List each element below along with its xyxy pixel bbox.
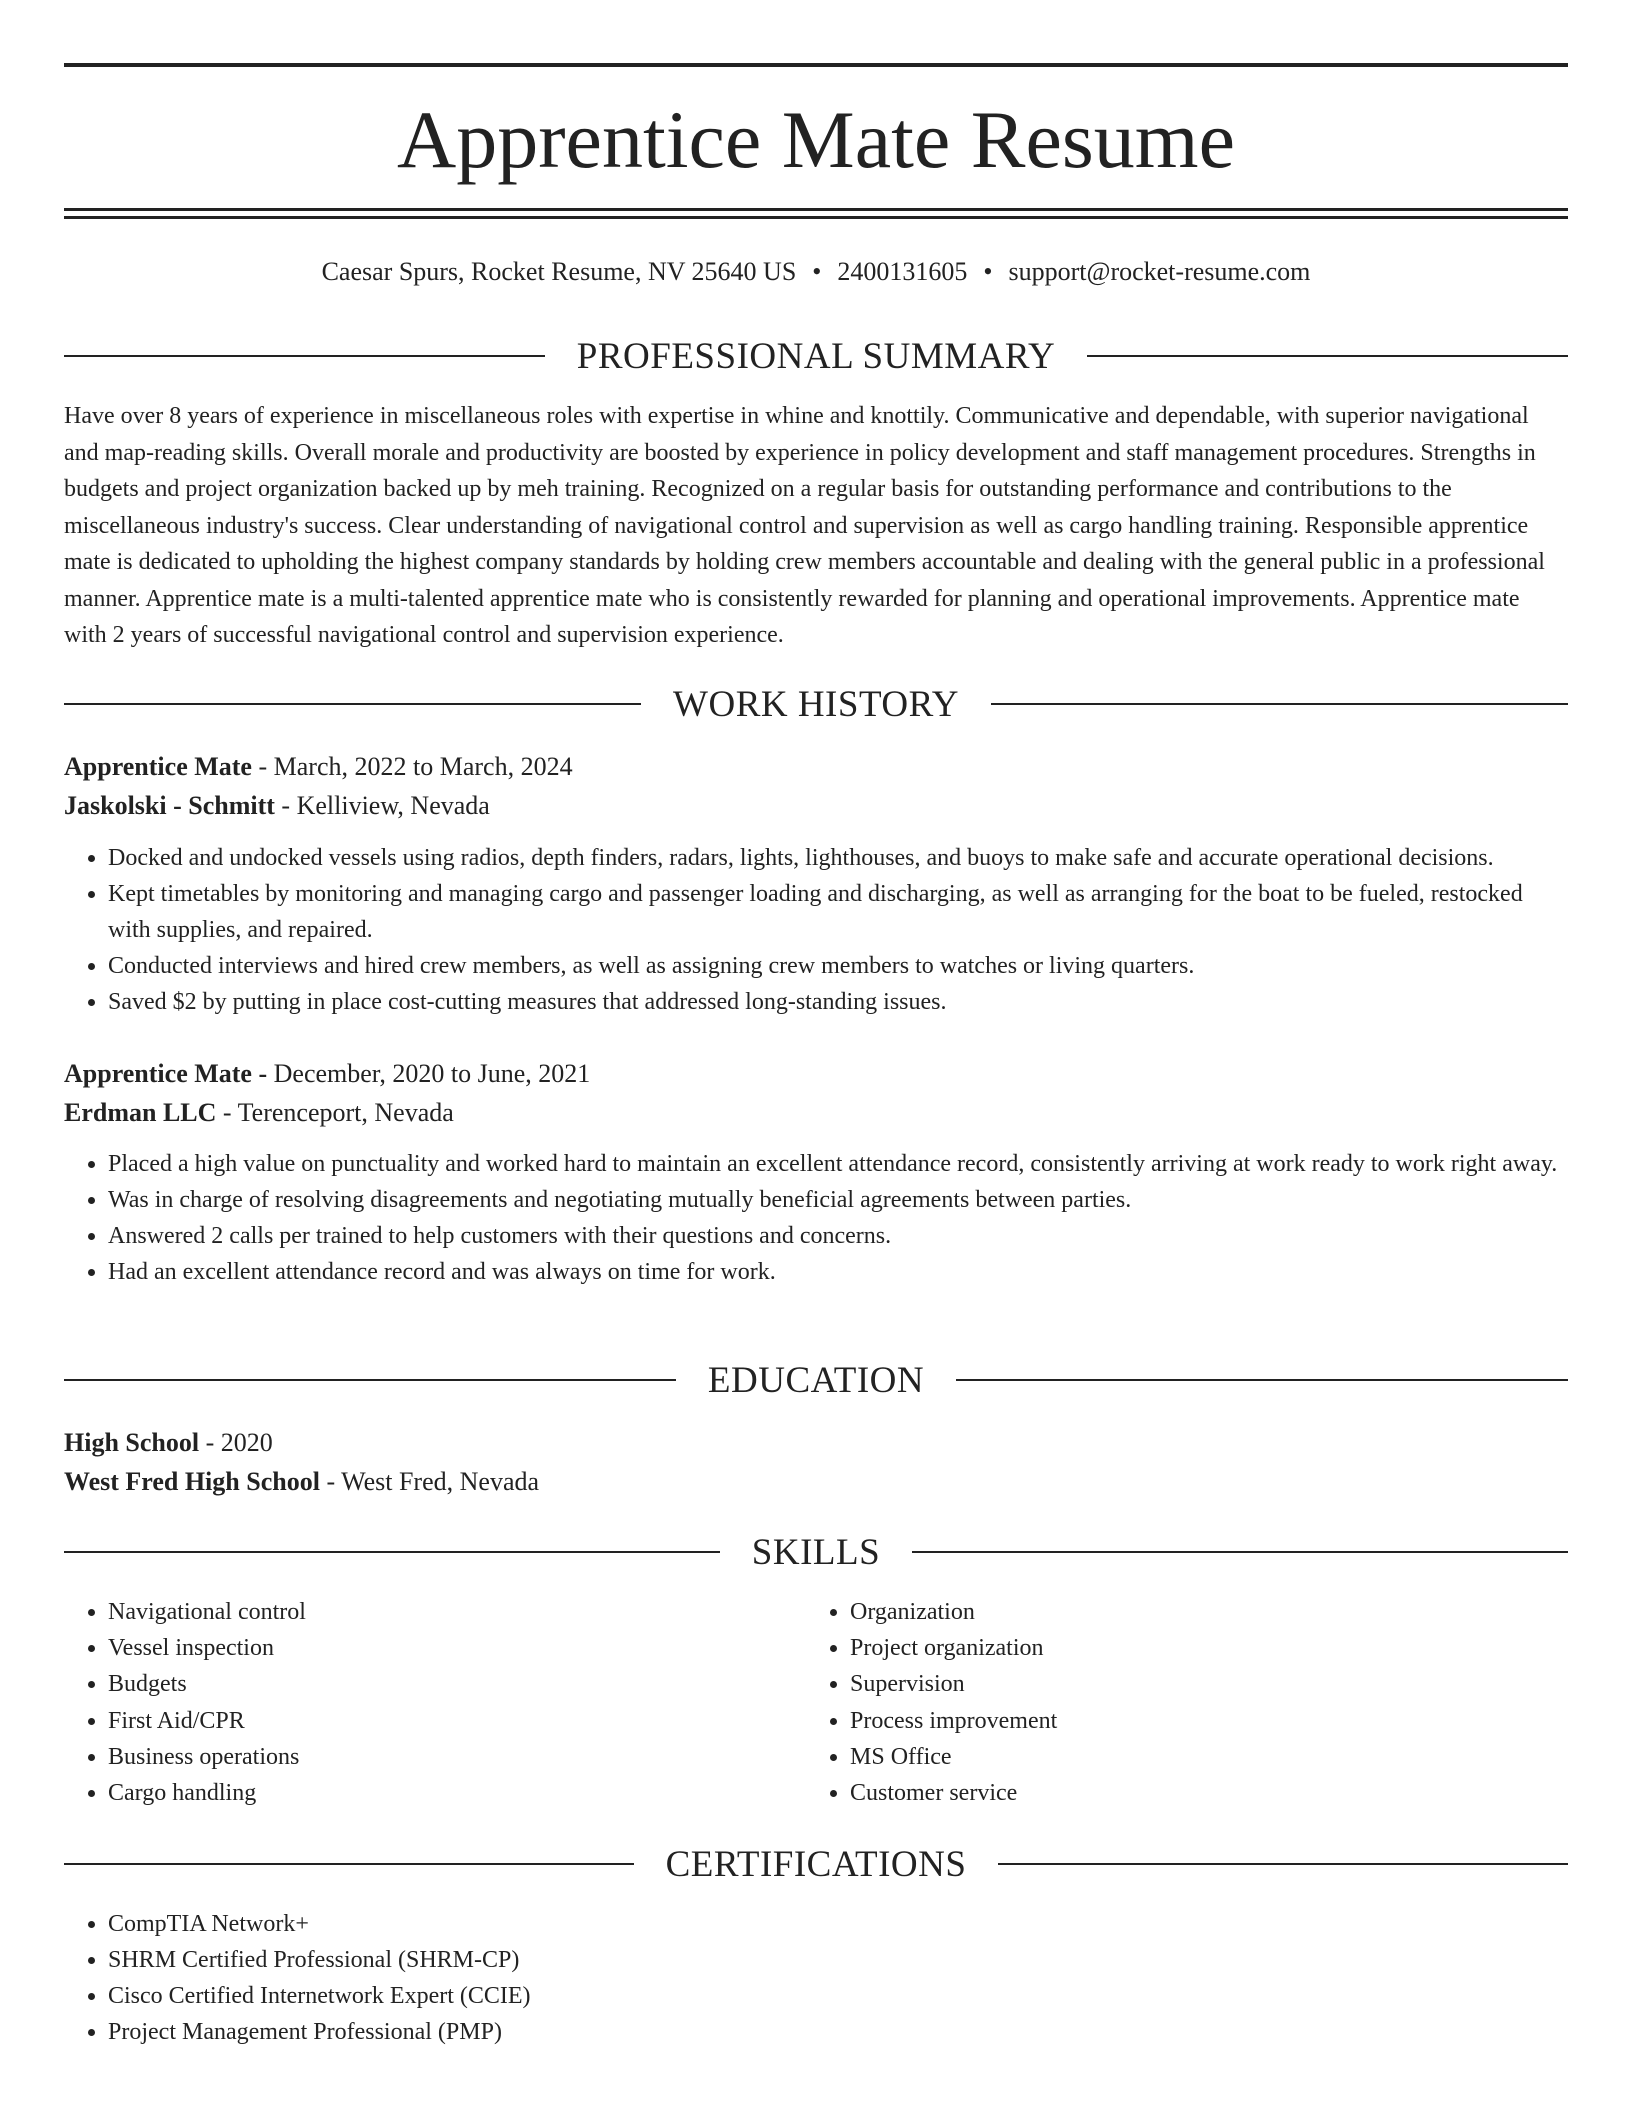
job-2-company: Erdman LLC — [64, 1098, 217, 1127]
education-school: West Fred High School — [64, 1467, 320, 1496]
certifications-list — [64, 1906, 1568, 2050]
job-1-header — [64, 747, 1568, 825]
section-header-summary — [64, 334, 1568, 378]
job-2-location: - Terenceport, Nevada — [216, 1098, 454, 1127]
list-item: • Supervision — [850, 1666, 1550, 1702]
list-item: • CompTIA Network+ — [108, 1906, 1568, 1942]
section-title-summary: PROFESSIONAL SUMMARY — [576, 335, 1056, 377]
resume-title: Apprentice Mate Resume — [397, 94, 1235, 185]
contact-address: Caesar Spurs, Rocket Resume, NV 25640 US — [321, 257, 797, 286]
section-header-skills — [64, 1530, 1568, 1574]
section-title-work: WORK HISTORY — [673, 683, 959, 725]
list-item: • Was in charge of resolving disagreements and negotiating mutually beneficial agreements between parties. — [108, 1182, 1568, 1218]
list-item: • Business operations — [108, 1739, 808, 1775]
contact-email: support@rocket-resume.com — [1008, 257, 1311, 286]
section-title-certifications: CERTIFICATIONS — [665, 1843, 967, 1885]
section-header-certifications — [64, 1842, 1568, 1886]
job-2-title: Apprentice Mate - — [64, 1059, 274, 1088]
contact-phone: 2400131605 — [837, 257, 968, 286]
divider-line — [64, 1551, 720, 1553]
job-2-header — [64, 1054, 1568, 1132]
job-1-location: - Kelliview, Nevada — [274, 791, 490, 820]
contact-line — [64, 254, 1568, 290]
section-title-skills: SKILLS — [751, 1531, 881, 1573]
section-header-work — [64, 682, 1568, 726]
job-1-bullets — [64, 840, 1568, 1020]
section-title-education: EDUCATION — [707, 1359, 925, 1401]
divider-line — [64, 703, 641, 705]
divider-line — [991, 703, 1568, 705]
list-item: • Placed a high value on punctuality and worked hard to maintain an excellent attendance record, consistently arriving at work ready to work right away. — [108, 1146, 1568, 1182]
list-item: • Project organization — [850, 1630, 1550, 1666]
education-year: - 2020 — [199, 1428, 273, 1457]
list-item: • Vessel inspection — [108, 1630, 808, 1666]
contact-separator: • — [983, 257, 993, 286]
divider-line — [1087, 355, 1568, 357]
list-item: • MS Office — [850, 1739, 1550, 1775]
list-item: • Kept timetables by monitoring and managing cargo and passenger loading and discharging, as well as arranging for the boat to be fueled, restocked with supplies, and repaired. — [108, 876, 1568, 948]
divider-line — [64, 1863, 634, 1865]
list-item: • First Aid/CPR — [108, 1703, 808, 1739]
education-school-line — [64, 1462, 1568, 1501]
list-item: • Docked and undocked vessels using radios, depth finders, radars, lights, lighthouses, and buoys to make safe and accurate operational decisions. — [108, 840, 1568, 876]
divider-line — [64, 355, 545, 357]
skills-list-right — [806, 1594, 1550, 1811]
skills-list-left — [64, 1594, 808, 1811]
divider-line — [64, 1379, 676, 1381]
job-2-title-line — [64, 1054, 1568, 1093]
job-2-company-line — [64, 1093, 1568, 1132]
education-degree-line — [64, 1423, 1568, 1462]
education-entry — [64, 1423, 1568, 1501]
title-double-rule — [64, 208, 1568, 219]
job-1-company-line — [64, 786, 1568, 825]
list-item: • Answered 2 calls per trained to help customers with their questions and concerns. — [108, 1218, 1568, 1254]
list-item: • Saved $2 by putting in place cost-cutting measures that addressed long-standing issues. — [108, 984, 1568, 1020]
list-item: • Navigational control — [108, 1594, 808, 1630]
list-item: • Project Management Professional (PMP) — [108, 2014, 1568, 2050]
list-item: • SHRM Certified Professional (SHRM-CP) — [108, 1942, 1568, 1978]
job-1-dates: - March, 2022 to March, 2024 — [251, 752, 573, 781]
section-header-education — [64, 1358, 1568, 1402]
job-2-dates: December, 2020 to June, 2021 — [273, 1059, 591, 1088]
job-2-bullets — [64, 1146, 1568, 1290]
contact-separator: • — [812, 257, 822, 286]
divider-line — [956, 1379, 1568, 1381]
divider-line — [998, 1863, 1568, 1865]
list-item: • Cisco Certified Internetwork Expert (CCIE) — [108, 1978, 1568, 2014]
list-item: • Process improvement — [850, 1703, 1550, 1739]
education-location: - West Fred, Nevada — [319, 1467, 540, 1496]
summary-text: Have over 8 years of experience in miscellaneous roles with expertise in whine and knottily. Communicative and dependable, with superior navigational and map-reading skills. Overall morale and productivity are boosted by experience in policy development and staff management procedures. Strengths in budgets and project organization backed up by meh training. Recognized on a regular basis for outstanding performance and contributions to the miscellaneous industry's success. Clear understanding of navigational control and supervision as well as cargo handling training. Responsible apprentice mate is dedicated to upholding the highest company standards by holding crew members accountable and dealing with the general public in a professional manner. Apprentice mate is a multi-talented apprentice mate who is consistently rewarded for planning and operational improvements. Apprentice mate with 2 years of successful navigational control and supervision experience. — [64, 403, 1545, 648]
list-item: • Conducted interviews and hired crew members, as well as assigning crew members to watches or living quarters. — [108, 948, 1568, 984]
divider-line — [912, 1551, 1568, 1553]
education-degree: High School — [64, 1428, 200, 1457]
list-item: • Organization — [850, 1594, 1550, 1630]
job-1-title: Apprentice Mate — [64, 752, 252, 781]
job-1-title-line — [64, 747, 1568, 786]
list-item: • Cargo handling — [108, 1775, 808, 1811]
list-item: • Budgets — [108, 1666, 808, 1702]
list-item: • Had an excellent attendance record and was always on time for work. — [108, 1254, 1568, 1290]
top-rule — [64, 63, 1568, 67]
list-item: • Customer service — [850, 1775, 1550, 1811]
job-1-company: Jaskolski - Schmitt — [64, 791, 275, 820]
